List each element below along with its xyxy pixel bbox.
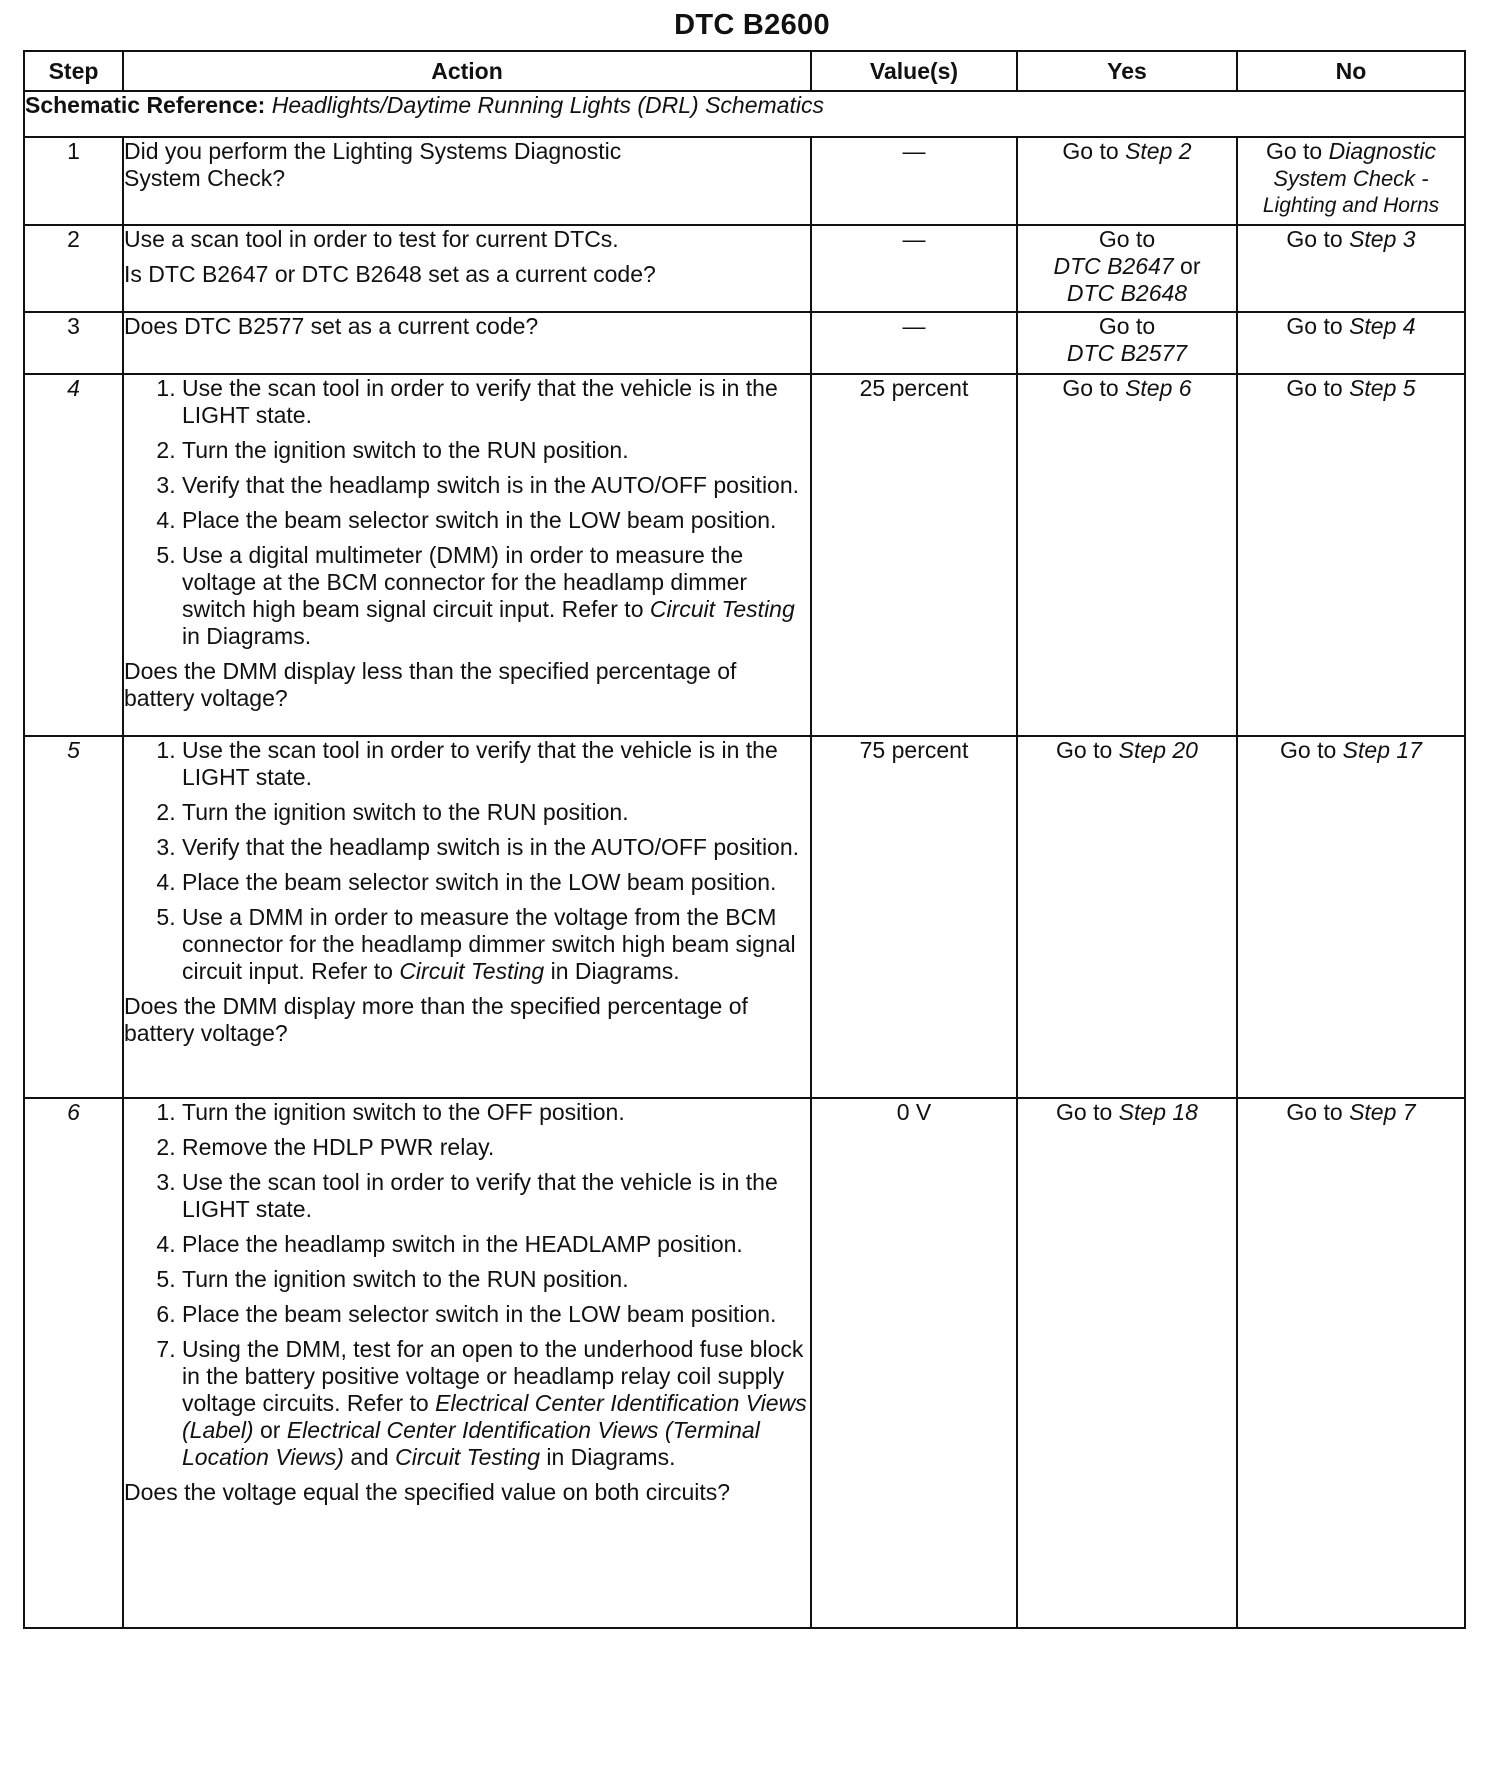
header-yes: Yes — [1017, 51, 1237, 91]
value-cell: — — [811, 137, 1017, 225]
goto-label: Go to — [1280, 737, 1337, 763]
instruction-list — [124, 737, 810, 985]
action-cell — [123, 374, 811, 736]
list-item: 4. Place the beam selector switch in the LOW beam position. — [182, 507, 810, 534]
yes-link[interactable]: Step 18 — [1118, 1099, 1198, 1125]
schematic-reference-link[interactable]: Headlights/Daytime Running Lights (DRL) Schematics — [271, 92, 824, 118]
action-question: Does the DMM display more than the specified percentage of battery voltage? — [124, 993, 748, 1046]
yes-cell — [1017, 1098, 1237, 1628]
list-item-text: Use a digital multimeter (DMM) in order to measure the voltage at the BCM connector for the headlamp dimmer switch high beam signal circuit input. Refer to — [182, 542, 748, 622]
action-cell — [123, 1098, 811, 1628]
table-row — [24, 1098, 1465, 1628]
page-title: DTC B2600 — [674, 9, 830, 41]
no-cell — [1237, 374, 1465, 736]
list-item: 1. Use the scan tool in order to verify that the vehicle is in the LIGHT state. — [182, 737, 810, 791]
reference-link[interactable]: Circuit Testing — [649, 596, 795, 622]
value-cell: — — [811, 225, 1017, 312]
value-cell: 25 percent — [811, 374, 1017, 736]
goto-label: Go to — [1286, 375, 1343, 401]
yes-cell — [1017, 137, 1237, 225]
header-values: Value(s) — [811, 51, 1017, 91]
goto-label: Go to — [1098, 226, 1156, 252]
list-item: 5. Turn the ignition switch to the RUN position. — [182, 1266, 810, 1293]
table-row — [24, 312, 1465, 374]
list-item-text: Using the DMM, test for an open to the underhood fuse block in the battery positive voltage or headlamp relay coil supply voltage circuits. Refer to — [182, 1336, 804, 1416]
table-row — [24, 137, 1465, 225]
or-label: or — [260, 1417, 281, 1443]
list-item: 1. Turn the ignition switch to the OFF position. — [182, 1099, 810, 1126]
no-link-line2[interactable]: System Check - — [1273, 166, 1429, 191]
no-link[interactable]: Step 17 — [1342, 737, 1422, 763]
action-cell — [123, 312, 811, 374]
yes-link[interactable]: Step 6 — [1125, 375, 1192, 401]
step-number: 2 — [24, 225, 123, 312]
action-cell — [123, 736, 811, 1098]
list-item: 3. Verify that the headlamp switch is in the AUTO/OFF position. — [182, 472, 810, 499]
step-number: 1 — [24, 137, 123, 225]
goto-label: Go to — [1098, 313, 1156, 339]
no-cell — [1237, 225, 1465, 312]
goto-label: Go to — [1056, 737, 1113, 763]
schematic-reference-row — [24, 91, 1465, 137]
yes-cell — [1017, 312, 1237, 374]
value-cell: — — [811, 312, 1017, 374]
no-cell — [1237, 312, 1465, 374]
reference-link[interactable]: Circuit Testing — [399, 958, 545, 984]
goto-label: Go to — [1265, 138, 1323, 164]
schematic-reference — [24, 91, 1465, 137]
action-text: Does DTC B2577 set as a current code? — [124, 313, 539, 339]
list-item: 2. Turn the ignition switch to the RUN position. — [182, 799, 810, 826]
step-number: 6 — [24, 1098, 123, 1628]
step-number: 5 — [24, 736, 123, 1098]
list-item-text: Use a DMM in order to measure the voltage from the BCM connector for the headlamp dimmer switch high beam signal circuit input. Refer to — [182, 904, 796, 984]
reference-link[interactable]: Circuit Testing — [395, 1444, 540, 1470]
in-diagrams-text: in Diagrams. — [550, 958, 680, 984]
yes-link[interactable]: Step 20 — [1118, 737, 1198, 763]
instruction-list — [124, 1099, 810, 1471]
list-item: 3. Use the scan tool in order to verify that the vehicle is in the LIGHT state. — [182, 1169, 810, 1223]
action-cell — [123, 137, 811, 225]
action-text: Use a scan tool in order to test for current DTCs. — [124, 226, 619, 252]
list-item: 1. Use the scan tool in order to verify that the vehicle is in the LIGHT state. — [182, 375, 810, 429]
in-diagrams-text: in Diagrams. — [546, 1444, 676, 1470]
yes-cell — [1017, 736, 1237, 1098]
list-item: 4. Place the beam selector switch in the LOW beam position. — [182, 869, 810, 896]
list-item: 2. Remove the HDLP PWR relay. — [182, 1134, 810, 1161]
header-action: Action — [123, 51, 811, 91]
yes-link[interactable]: DTC B2647 — [1053, 253, 1174, 279]
action-cell — [123, 225, 811, 312]
goto-label: Go to — [1062, 375, 1119, 401]
header-no: No — [1237, 51, 1465, 91]
list-item — [182, 904, 810, 985]
no-link[interactable]: Step 7 — [1349, 1099, 1416, 1125]
goto-label: Go to — [1056, 1099, 1113, 1125]
yes-link[interactable]: Step 2 — [1125, 138, 1192, 164]
schematic-reference-label: Schematic Reference: — [25, 92, 266, 118]
diagnostic-table — [23, 50, 1466, 1629]
table-row — [24, 225, 1465, 312]
header-step: Step — [24, 51, 123, 91]
list-item — [182, 542, 810, 650]
action-question: Is DTC B2647 or DTC B2648 set as a current code? — [124, 261, 656, 287]
list-item: 6. Place the beam selector switch in the LOW beam position. — [182, 1301, 810, 1328]
instruction-list — [124, 375, 810, 650]
yes-cell — [1017, 225, 1237, 312]
no-link[interactable]: Step 3 — [1349, 226, 1416, 252]
step-number: 4 — [24, 374, 123, 736]
and-label: and — [350, 1444, 389, 1470]
table-row — [24, 736, 1465, 1098]
reference-link[interactable]: Electrical Center Identification Views (Terminal Location Views) — [182, 1417, 760, 1470]
action-text: Did you perform the Lighting Systems Diagnostic System Check? — [124, 138, 622, 191]
action-question: Does the DMM display less than the specified percentage of battery voltage? — [124, 658, 737, 711]
in-diagrams-text: in Diagrams. — [182, 623, 312, 649]
action-question: Does the voltage equal the specified value on both circuits? — [124, 1479, 731, 1505]
list-item — [182, 1336, 810, 1471]
no-cell — [1237, 1098, 1465, 1628]
goto-label: Go to — [1062, 138, 1119, 164]
list-item: 3. Verify that the headlamp switch is in the AUTO/OFF position. — [182, 834, 810, 861]
no-cell — [1237, 736, 1465, 1098]
goto-label: Go to — [1286, 1099, 1343, 1125]
or-label: or — [1180, 253, 1201, 279]
value-cell: 75 percent — [811, 736, 1017, 1098]
no-link[interactable]: Step 5 — [1349, 375, 1416, 401]
goto-label: Go to — [1286, 226, 1343, 252]
yes-cell — [1017, 374, 1237, 736]
step-number: 3 — [24, 312, 123, 374]
list-item: 2. Turn the ignition switch to the RUN position. — [182, 437, 810, 464]
no-link[interactable]: Step 4 — [1349, 313, 1416, 339]
table-row — [24, 374, 1465, 736]
reference-link[interactable]: Electrical Center Identification Views (Label) — [182, 1390, 807, 1443]
value-cell: 0 V — [811, 1098, 1017, 1628]
yes-link[interactable]: DTC B2577 — [1066, 340, 1188, 366]
no-link[interactable]: Diagnostic — [1328, 138, 1437, 164]
no-cell — [1237, 137, 1465, 225]
goto-label: Go to — [1286, 313, 1343, 339]
yes-link[interactable]: DTC B2648 — [1066, 280, 1188, 306]
header-row — [24, 51, 1465, 91]
list-item: 4. Place the headlamp switch in the HEADLAMP position. — [182, 1231, 810, 1258]
no-link-line3[interactable]: Lighting and Horns — [1262, 194, 1440, 217]
